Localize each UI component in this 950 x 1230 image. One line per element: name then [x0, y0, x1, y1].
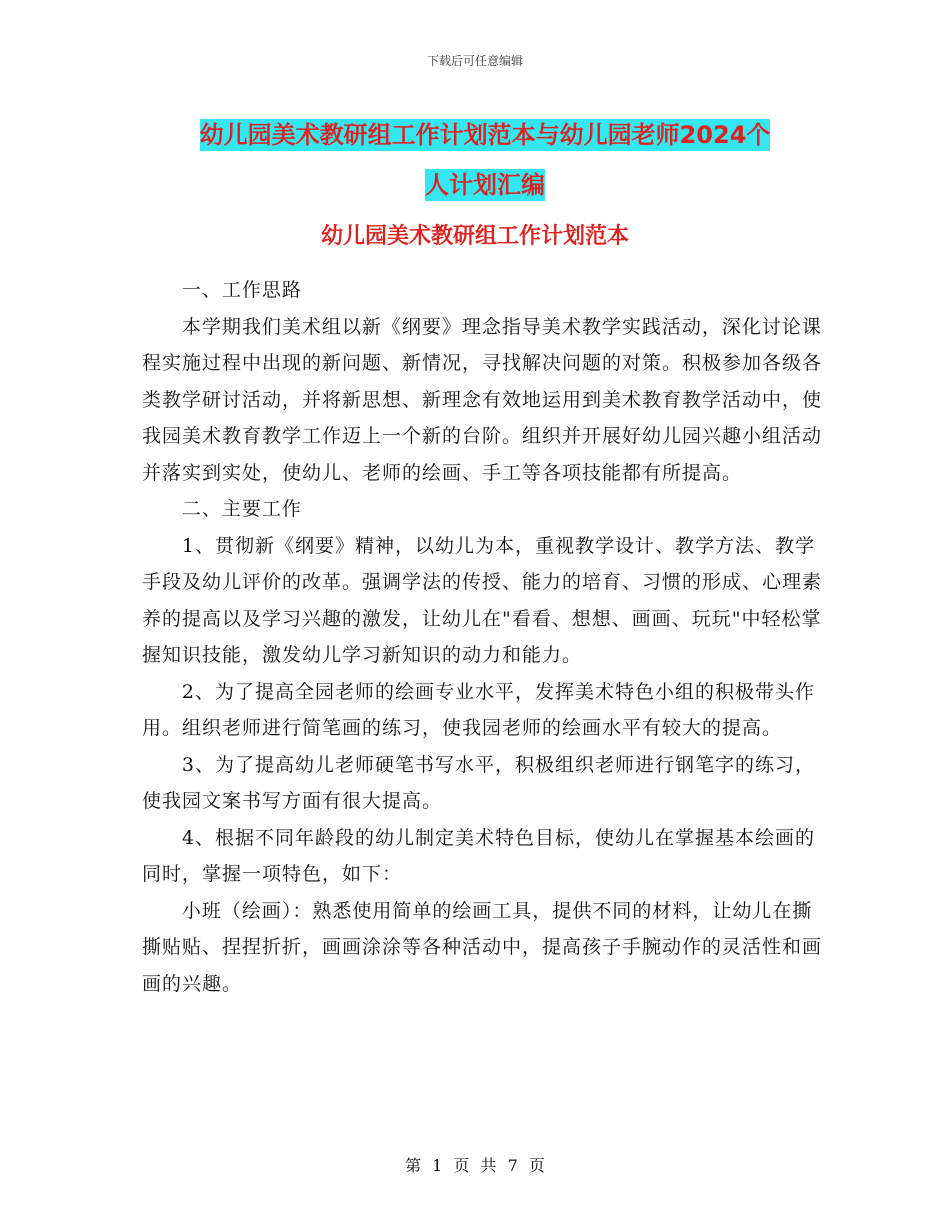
paragraph-item-1: 1、贯彻新《纲要》精神，以幼儿为本，重视教学设计、教学方法、教学手段及幼儿评价的改革。强调学法的传授、能力的培育、习惯的形成、心理素养的提高以及学习兴趣的激发，让幼儿在"看看、想想、画画、玩玩"中轻松掌握知识技能，激发幼儿学习新知识的动力和能力。: [142, 534, 823, 666]
page-number: 第 1 页 共 7 页: [405, 1156, 545, 1175]
paragraph-item-3: 3、为了提高幼儿老师硬笔书写水平，积极组织老师进行钢笔字的练习，使我园文案书写方面有很大提高。: [142, 753, 815, 812]
paragraph-small-class: 小班（绘画）：熟悉使用简单的绘画工具，提供不同的材料，让幼儿在撕撕贴贴、捏捏折折，画画涂涂等各种活动中，提高孩子手腕动作的灵活性和画画的兴趣。: [142, 899, 823, 995]
paragraph-item-2: 2、为了提高全园老师的绘画专业水平，发挥美术特色小组的积极带头作用。组织老师进行简笔画的练习，使我园老师的绘画水平有较大的提高。: [142, 680, 815, 739]
main-title-line-2: 人计划汇编: [425, 171, 545, 199]
paragraph-item-4: 4、根据不同年龄段的幼儿制定美术特色目标，使幼儿在掌握基本绘画的同时，掌握一项特色，如下：: [142, 826, 815, 885]
paragraph-work-ideas: 本学期我们美术组以新《纲要》理念指导美术教学实践活动，深化讨论课程实施过程中出现的新问题、新情况，寻找解决问题的对策。积极参加各级各类教学研讨活动，并将新思想、新理念有效地运用到美术教育教学活动中，使我园美术教育教学工作迈上一个新的台阶。组织并开展好幼儿园兴趣小组活动并落实到实处，使幼儿、老师的绘画、手工等各项技能都有所提高。: [142, 315, 823, 484]
heading-work-ideas: 一、工作思路: [181, 279, 302, 301]
document-body: [142, 272, 832, 1002]
page-header-note: 下载后可任意编辑: [426, 54, 523, 68]
document-main-title: [140, 110, 830, 210]
section-title: 幼儿园美术教研组工作计划范本: [320, 224, 629, 249]
heading-main-work: 二、主要工作: [181, 498, 302, 520]
main-title-line-1: 幼儿园美术教研组工作计划范本与幼儿园老师2024个: [199, 121, 771, 149]
